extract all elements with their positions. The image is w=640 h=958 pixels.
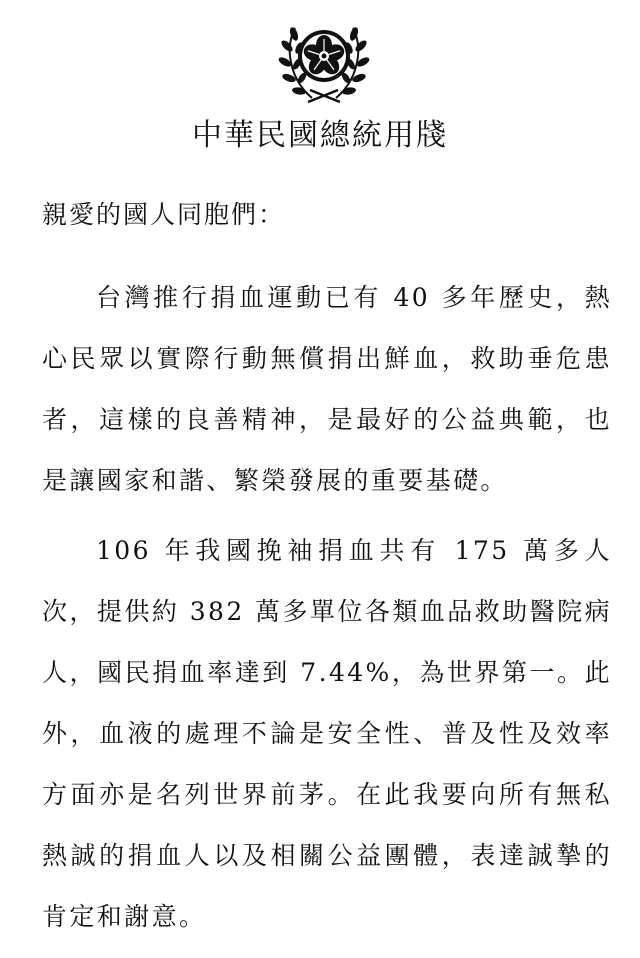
letterhead-title: 中華民國總統用牋	[192, 118, 448, 153]
paragraph-2: 106 年我國挽袖捐血共有 175 萬多人次，提供約 382 萬多單位各類血品救助醫院病人，國民捐血率達到 7.44%，為世界第一。此外，血液的處理不論是安全性、普及性及效率方面亦是名列世界前茅。在此我要向所有無私熱誠的捐血人以及相關公益團體，表達誠摯的肯定和謝意。	[42, 536, 612, 931]
salutation: 親愛的國人同胞們：	[42, 200, 286, 229]
letter-body	[42, 200, 612, 947]
plum-blossom-seal-icon	[272, 12, 376, 108]
paragraph-1: 台灣推行捐血運動已有 40 多年歷史，熱心民眾以實際行動無償捐出鮮血，救助垂危患者，這樣的良善精神，是最好的公益典範，也是讓國家和諧、繁榮發展的重要基礎。	[42, 283, 612, 495]
